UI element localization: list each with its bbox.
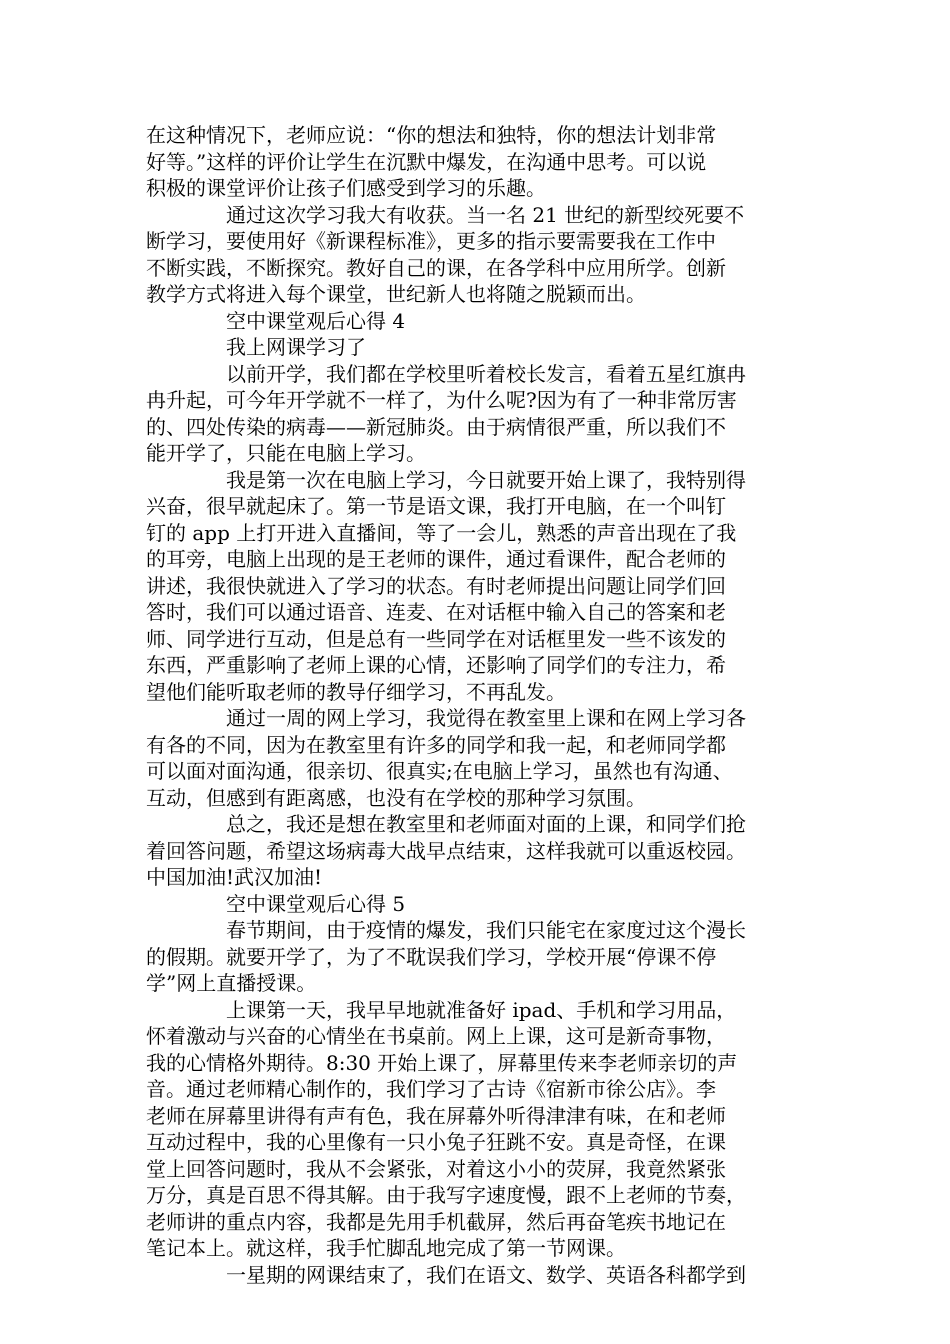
text-line: 学”网上直播授课。 bbox=[146, 971, 317, 995]
text-line: 好等。”这样的评价让学生在沉默中爆发，在沟通中思考。可以说 bbox=[146, 149, 707, 174]
text-line: 在这种情况下，老师应说：“你的想法和独特，你的想法计划非常 bbox=[146, 123, 717, 147]
text-line: 断学习，要使用好《新课程标准》，更多的指示要需要我在工作中 bbox=[146, 229, 716, 253]
text-line: 空中课堂观后心得 4 bbox=[226, 308, 406, 333]
text-line: 的耳旁，电脑上出现的是王老师的课件，通过看课件，配合老师的 bbox=[146, 547, 726, 571]
text-line: 空中课堂观后心得 5 bbox=[226, 891, 406, 916]
text-line: 老师在屏幕里讲得有声有色，我在屏幕外听得津津有味，在和老师 bbox=[146, 1103, 726, 1128]
text-line: 怀着激动与兴奋的心情坐在书桌前。网上上课，这可是新奇事物， bbox=[146, 1024, 726, 1048]
text-line: 教学方式将进入每个课堂，世纪新人也将随之脱颖而出。 bbox=[146, 282, 646, 306]
text-line: 兴奋，很早就起床了。第一节是语文课，我打开电脑，在一个叫钉 bbox=[146, 494, 726, 518]
text-line: 我的心情格外期待。8:30 开始上课了，屏幕里传来李老师亲切的声 bbox=[146, 1050, 738, 1075]
text-line: 东西，严重影响了老师上课的心情，还影响了同学们的专注力，希 bbox=[146, 653, 726, 677]
text-line: 冉升起，可今年开学就不一样了，为什么呢?因为有了一种非常厉害 bbox=[146, 388, 737, 412]
text-line: 讲述，我很快就进入了学习的状态。有时老师提出问题让同学们回 bbox=[146, 573, 726, 598]
text-line: 春节期间，由于疫情的爆发，我们只能宅在家度过这个漫长 bbox=[226, 918, 746, 942]
text-line: 着回答问题，希望这场病毒大战早点结束，这样我就可以重返校园。 bbox=[146, 838, 746, 863]
text-line: 我是第一次在电脑上学习，今日就要开始上课了，我特别得 bbox=[226, 467, 746, 492]
text-line: 有各的不同，因为在教室里有许多的同学和我一起，和老师同学都 bbox=[146, 732, 726, 757]
text-line: 总之，我还是想在教室里和老师面对面的上课，和同学们抢 bbox=[226, 812, 746, 836]
text-line: 答时，我们可以通过语音、连麦、在对话框中输入自己的答案和老 bbox=[146, 600, 726, 624]
text-line: 我上网课学习了 bbox=[226, 335, 366, 359]
text-line: 通过一周的网上学习，我觉得在教室里上课和在网上学习各 bbox=[226, 706, 746, 730]
text-line: 互动过程中，我的心里像有一只小兔子狂跳不安。真是奇怪，在课 bbox=[146, 1130, 726, 1154]
text-line: 中国加油!武汉加油! bbox=[146, 865, 323, 889]
text-line: 的假期。就要开学了，为了不耽误我们学习，学校开展“停课不停 bbox=[146, 944, 717, 969]
text-line: 互动，但感到有距离感，也没有在学校的那种学习氛围。 bbox=[146, 785, 646, 810]
text-line: 的、四处传染的病毒——新冠肺炎。由于病情很严重，所以我们不 bbox=[146, 414, 726, 439]
text-line: 以前开学，我们都在学校里听着校长发言，看着五星红旗冉 bbox=[226, 361, 746, 386]
text-line: 能开学了，只能在电脑上学习。 bbox=[146, 441, 426, 465]
text-line: 笔记本上。就这样，我手忙脚乱地完成了第一节网课。 bbox=[146, 1236, 626, 1260]
document-body bbox=[146, 122, 818, 1288]
text-line: 一星期的网课结束了，我们在语文、数学、英语各科都学到 bbox=[226, 1262, 746, 1287]
text-line: 老师讲的重点内容，我都是先用手机截屏，然后再奋笔疾书地记在 bbox=[146, 1209, 726, 1234]
text-line: 万分，真是百思不得其解。由于我写字速度慢，跟不上老师的节奏， bbox=[146, 1183, 746, 1207]
text-line: 上课第一天，我早早地就准备好 ipad、手机和学习用品， bbox=[226, 997, 737, 1022]
text-line: 堂上回答问题时，我从不会紧张，对着这小小的荧屏，我竟然紧张 bbox=[146, 1156, 726, 1181]
text-line: 音。通过老师精心制作的，我们学习了古诗《宿新市徐公店》。李 bbox=[146, 1077, 716, 1101]
text-line: 不断实践，不断探究。教好自己的课，在各学科中应用所学。创新 bbox=[146, 255, 726, 280]
text-line: 师、同学进行互动，但是总有一些同学在对话框里发一些不该发的 bbox=[146, 626, 726, 651]
text-line: 望他们能听取老师的教导仔细学习，不再乱发。 bbox=[146, 679, 566, 704]
text-line: 钉的 app 上打开进入直播间，等了一会儿，熟悉的声音出现在了我 bbox=[146, 520, 737, 545]
text-line: 积极的课堂评价让孩子们感受到学习的乐趣。 bbox=[146, 176, 546, 200]
text-line: 通过这次学习我大有收获。当一名 21 世纪的新型绞死要不 bbox=[226, 202, 745, 227]
text-line: 可以面对面沟通，很亲切、很真实;在电脑上学习，虽然也有沟通、 bbox=[146, 759, 733, 783]
